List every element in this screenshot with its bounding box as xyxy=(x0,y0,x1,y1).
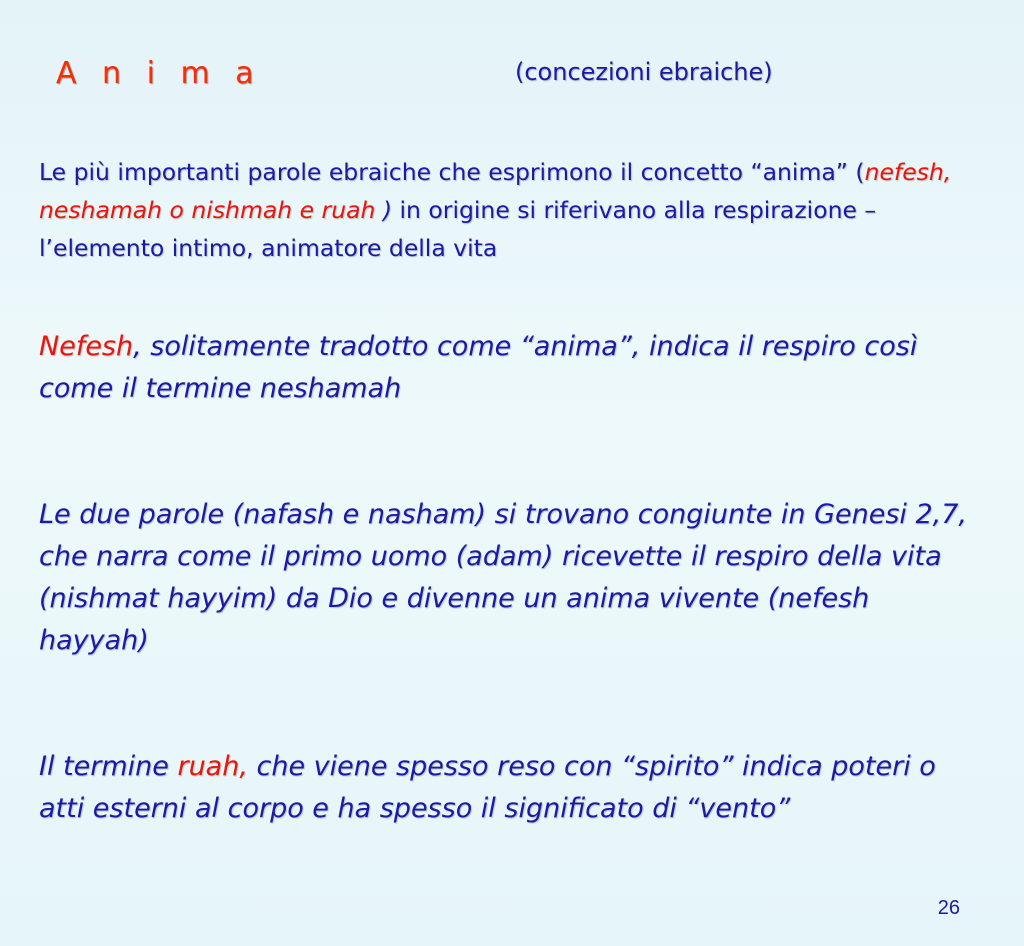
nefesh-highlight: Nefesh xyxy=(39,331,134,362)
paragraph-ruah xyxy=(39,746,979,830)
ruah-highlight: ruah, xyxy=(177,751,248,782)
genesi-text: Le due parole (nafash e nasham) si trovano congiunte in Genesi 2,7, che narra come il primo uomo (adam) ricevette il respiro della vita (nishmat hayyim) da Dio e divenne un anima vivente (nefesh hayyah) xyxy=(39,499,968,656)
slide-subtitle: (concezioni ebraiche) xyxy=(515,58,773,86)
paragraph-genesi xyxy=(39,494,979,662)
paragraph-nefesh xyxy=(39,326,969,410)
page-number: 26 xyxy=(937,897,960,919)
paragraph-intro xyxy=(39,153,969,267)
intro-text-a: Le più importanti parole ebraiche che esprimono il concetto “anima” ( xyxy=(39,158,865,186)
ruah-text-b: che viene spesso reso con “spirito” indica poteri o atti esterni al corpo e ha spesso il significato di “vento” xyxy=(39,751,936,824)
ruah-text-a: Il termine xyxy=(39,751,178,782)
intro-text-c: in origine si riferivano alla respirazione – l’elemento intimo, animatore della vita xyxy=(39,196,877,262)
intro-highlight-terms: nefesh, neshamah o nishmah e ruah xyxy=(39,158,952,224)
slide-title: A n i m a xyxy=(56,56,262,91)
nefesh-text: , solitamente tradotto come “anima”, indica il respiro così come il termine neshamah xyxy=(39,331,918,404)
intro-text-b: ) xyxy=(382,196,393,224)
